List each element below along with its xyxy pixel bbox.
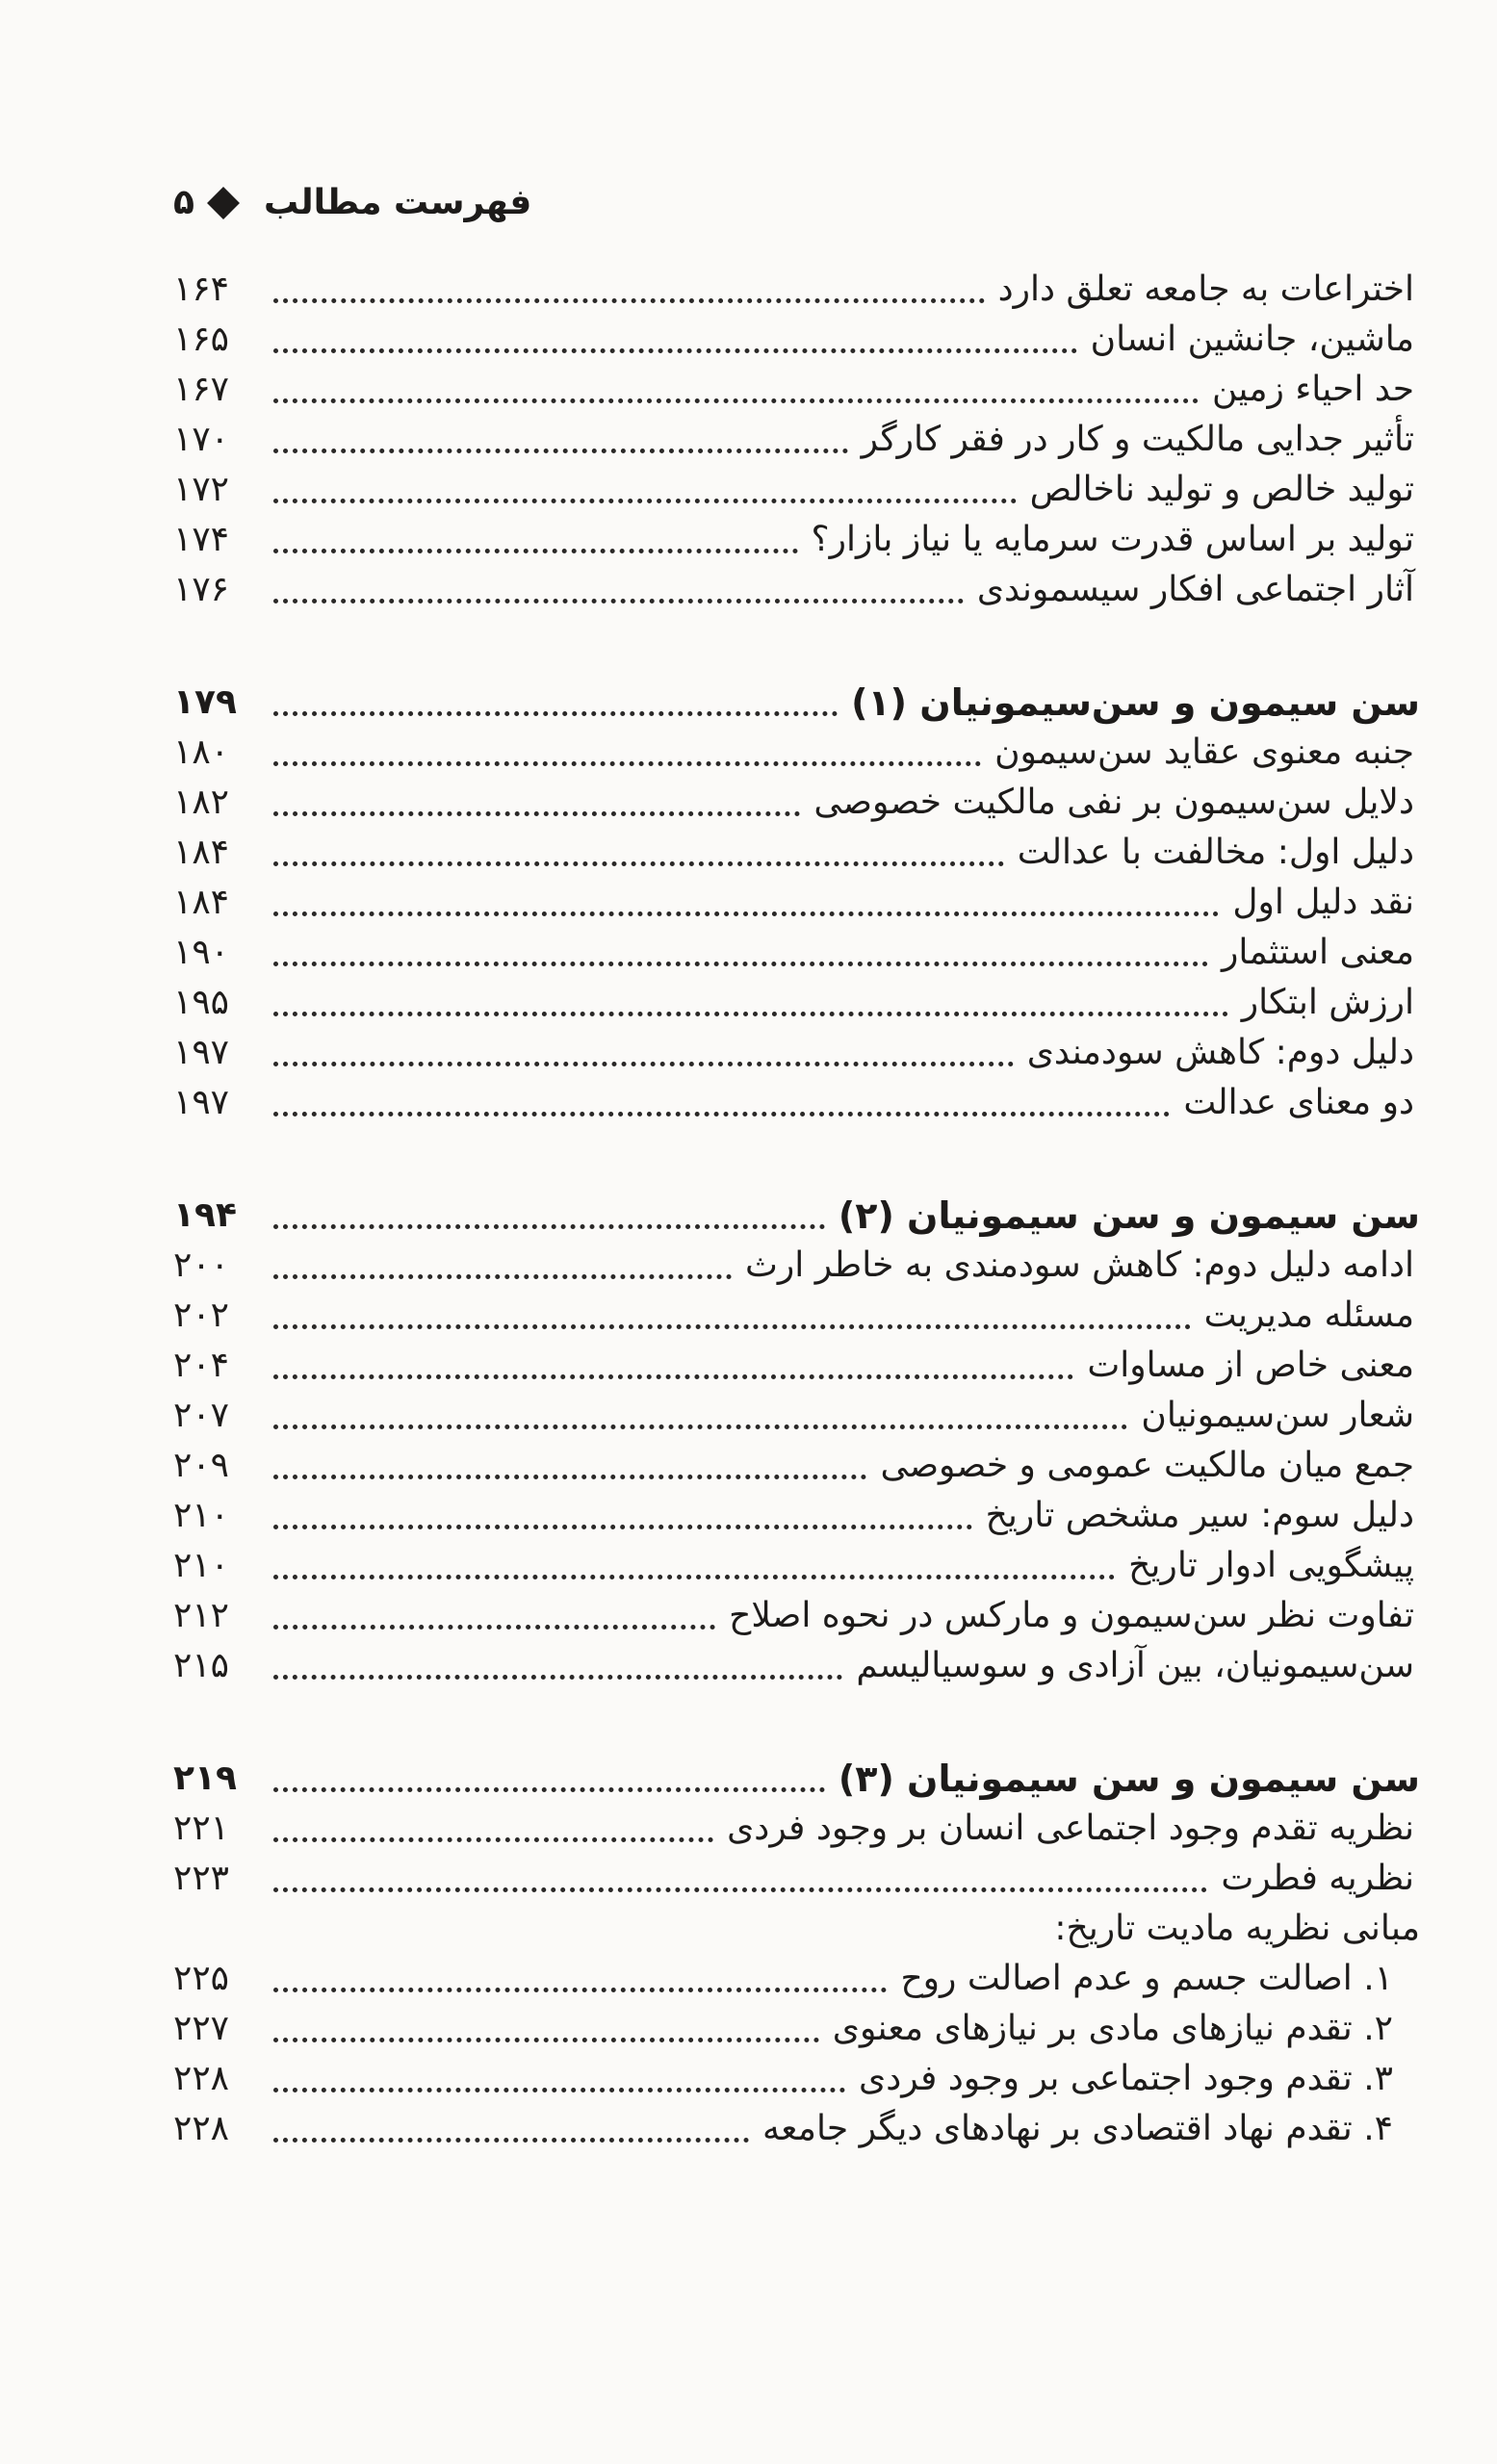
entry-title: جنبه معنوی عقاید سن‌سیمون [994, 732, 1414, 772]
entry-title: تولید خالص و تولید ناخالص [1029, 470, 1414, 509]
dot-leader [273, 811, 800, 816]
entry-title: تفاوت نظر سن‌سیمون و مارکس در نحوه اصلاح [729, 1596, 1414, 1635]
dot-leader [273, 1675, 842, 1680]
entry-title: پیشگویی ادوار تاریخ [1128, 1546, 1414, 1585]
dot-leader [273, 2038, 819, 2042]
dot-leader [273, 298, 985, 303]
dot-leader [273, 2088, 845, 2092]
toc-entry[interactable] [173, 315, 1420, 365]
toc-entry[interactable] [173, 1541, 1420, 1591]
toc-entry[interactable] [173, 1028, 1420, 1078]
entry-page: ۲۰۲ [173, 1296, 230, 1335]
toc-entry[interactable] [173, 1491, 1420, 1541]
toc-section-1 [173, 265, 1420, 615]
toc-entry[interactable] [173, 1591, 1420, 1641]
entry-title: حد احیاء زمین [1212, 370, 1414, 409]
entry-page: ۱۸۲ [173, 783, 230, 822]
running-head [173, 183, 531, 222]
table-of-contents [173, 265, 1420, 2217]
toc-entry[interactable] [173, 1078, 1420, 1128]
entry-title: سن‌سیمونیان، بین آزادی و سوسیالیسم [856, 1646, 1414, 1685]
dot-leader [273, 2138, 749, 2143]
entry-title: ۲. تقدم نیازهای مادی بر نیازهای معنوی [832, 2009, 1393, 2048]
entry-title: نقد دلیل اول [1232, 883, 1414, 922]
entry-title: شعار سن‌سیمونیان [1141, 1396, 1414, 1435]
toc-numbered-entry[interactable] [173, 1954, 1420, 2004]
dot-leader [273, 398, 1199, 403]
dot-leader [273, 599, 964, 603]
toc-entry[interactable] [173, 565, 1420, 615]
dot-leader [273, 1988, 887, 1992]
entry-page: ۱۶۷ [173, 370, 230, 409]
chapter-title: سن سیمون و سن‌سیمونیان (۱) [851, 681, 1420, 724]
toc-entry[interactable] [173, 1641, 1420, 1691]
running-title: فهرست مطالب [263, 183, 532, 222]
entry-page: ۲۱۲ [173, 1596, 230, 1635]
entry-title: نظریه فطرت [1221, 1859, 1414, 1898]
entry-page: ۲۲۳ [173, 1859, 230, 1898]
entry-title: اختراعات به جامعه تعلق دارد [997, 270, 1414, 309]
entry-title: دلیل اول: مخالفت با عدالت [1017, 833, 1414, 872]
page-number: ۵ [173, 183, 194, 222]
entry-title: تولید بر اساس قدرت سرمایه یا نیاز بازار؟ [811, 520, 1414, 559]
dot-leader [273, 1224, 825, 1229]
entry-page: ۱۶۵ [173, 320, 230, 359]
dot-leader [273, 861, 1004, 866]
dot-leader [273, 1324, 1191, 1329]
entry-title: دلایل سن‌سیمون بر نفی مالکیت خصوصی [813, 783, 1414, 822]
toc-entry[interactable] [173, 415, 1420, 465]
dot-leader [273, 1424, 1127, 1429]
dot-leader [273, 962, 1208, 966]
toc-entry[interactable] [173, 1391, 1420, 1441]
toc-chapter-heading[interactable] [173, 678, 1420, 728]
toc-section-3 [173, 1191, 1420, 1691]
entry-page: ۲۰۰ [173, 1245, 230, 1285]
toc-chapter-heading[interactable] [173, 1191, 1420, 1241]
dot-leader [273, 1475, 866, 1479]
toc-entry[interactable] [173, 1854, 1420, 1904]
toc-numbered-entry[interactable] [173, 2004, 1420, 2054]
entry-page: ۱۸۴ [173, 833, 230, 872]
entry-title: معنی استثمار [1221, 933, 1414, 972]
toc-entry[interactable] [173, 1241, 1420, 1291]
diamond-icon [207, 187, 240, 219]
dot-leader [273, 1012, 1228, 1016]
entry-page: ۱۹۰ [173, 933, 230, 972]
entry-page: ۲۲۱ [173, 1809, 230, 1848]
entry-title: ۴. تقدم نهاد اقتصادی بر نهادهای دیگر جامعه [762, 2109, 1393, 2148]
toc-entry[interactable] [173, 1441, 1420, 1491]
entry-page: ۲۰۴ [173, 1346, 230, 1385]
dot-leader [273, 1525, 972, 1529]
toc-entry[interactable] [173, 878, 1420, 928]
entry-page: ۱۸۴ [173, 883, 230, 922]
dot-leader [273, 449, 848, 453]
toc-entry[interactable] [173, 465, 1420, 515]
entry-title: ۳. تقدم وجود اجتماعی بر وجود فردی [859, 2059, 1393, 2098]
entry-page: ۲۱۰ [173, 1546, 230, 1585]
toc-entry[interactable] [173, 515, 1420, 565]
entry-page: ۲۰۷ [173, 1396, 230, 1435]
entry-title: نظریه تقدم وجود اجتماعی انسان بر وجود فردی [727, 1809, 1414, 1848]
entry-page: ۱۷۰ [173, 420, 230, 459]
entry-page: ۱۷۴ [173, 520, 230, 559]
entry-page: ۱۷۲ [173, 470, 230, 509]
entry-title: دو معنای عدالت [1183, 1083, 1414, 1122]
entry-title: معنی خاص از مساوات [1087, 1346, 1414, 1385]
entry-page: ۱۹۵ [173, 983, 230, 1022]
dot-leader [273, 1274, 732, 1279]
dot-leader [273, 911, 1219, 916]
dot-leader [273, 1062, 1014, 1066]
toc-entry[interactable] [173, 828, 1420, 878]
toc-chapter-heading[interactable] [173, 1754, 1420, 1804]
entry-page: ۱۹۷ [173, 1083, 230, 1122]
entry-title: ارزش ابتکار [1241, 983, 1414, 1022]
chapter-title: سن سیمون و سن سیمونیان (۲) [838, 1194, 1420, 1237]
chapter-page: ۲۱۹ [173, 1758, 237, 1798]
dot-leader [273, 1837, 713, 1842]
toc-numbered-entry[interactable] [173, 2104, 1420, 2154]
dot-leader [273, 1787, 825, 1792]
toc-entry[interactable] [173, 978, 1420, 1028]
toc-entry[interactable] [173, 1291, 1420, 1341]
entry-page: ۱۶۴ [173, 270, 230, 309]
toc-entry[interactable] [173, 1804, 1420, 1854]
entry-title: ماشین، جانشین انسان [1090, 320, 1414, 359]
dot-leader [273, 549, 798, 553]
dot-leader [273, 1112, 1170, 1116]
entry-page: ۲۲۵ [173, 1959, 230, 1998]
dot-leader [273, 499, 1017, 503]
dot-leader [273, 1887, 1207, 1892]
entry-page: ۲۱۰ [173, 1496, 230, 1535]
chapter-page: ۱۹۴ [173, 1195, 237, 1235]
entry-page: ۱۸۰ [173, 732, 230, 772]
entry-title: ادامه دلیل دوم: کاهش سودمندی به خاطر ارث [744, 1245, 1414, 1285]
entry-page: ۲۲۷ [173, 2009, 230, 2048]
entry-title: آثار اجتماعی افکار سیسموندی [976, 570, 1414, 609]
toc-entry[interactable] [173, 928, 1420, 978]
entry-page: ۲۲۸ [173, 2109, 230, 2148]
toc-numbered-entry[interactable] [173, 2054, 1420, 2104]
dot-leader [273, 1575, 1115, 1579]
toc-subheading: مبانی نظریه مادیت تاریخ: [1054, 1909, 1420, 1948]
entry-page: ۱۷۶ [173, 570, 230, 609]
entry-title: دلیل دوم: کاهش سودمندی [1026, 1033, 1414, 1072]
dot-leader [273, 348, 1077, 353]
entry-title: مسئله مدیریت [1203, 1296, 1414, 1335]
entry-title: جمع میان مالکیت عمومی و خصوصی [880, 1446, 1414, 1485]
toc-entry[interactable] [173, 265, 1420, 315]
entry-page: ۲۰۹ [173, 1446, 230, 1485]
dot-leader [273, 761, 981, 766]
chapter-title: سن سیمون و سن سیمونیان (۳) [838, 1758, 1420, 1800]
entry-title: دلیل سوم: سیر مشخص تاریخ [985, 1496, 1414, 1535]
toc-entry[interactable] [173, 728, 1420, 778]
dot-leader [273, 711, 838, 716]
toc-section-2 [173, 678, 1420, 1128]
dot-leader [273, 1374, 1073, 1379]
dot-leader [273, 1625, 715, 1630]
chapter-page: ۱۷۹ [173, 682, 237, 722]
entry-page: ۲۱۵ [173, 1646, 230, 1685]
toc-entry[interactable] [173, 365, 1420, 415]
entry-page: ۱۹۷ [173, 1033, 230, 1072]
entry-title: تأثیر جدایی مالکیت و کار در فقر کارگر [861, 420, 1414, 459]
toc-entry[interactable] [173, 778, 1420, 828]
toc-entry[interactable] [173, 1341, 1420, 1391]
entry-page: ۲۲۸ [173, 2059, 230, 2098]
toc-section-4 [173, 1754, 1420, 2154]
entry-title: ۱. اصالت جسم و عدم اصالت روح [900, 1959, 1393, 1998]
